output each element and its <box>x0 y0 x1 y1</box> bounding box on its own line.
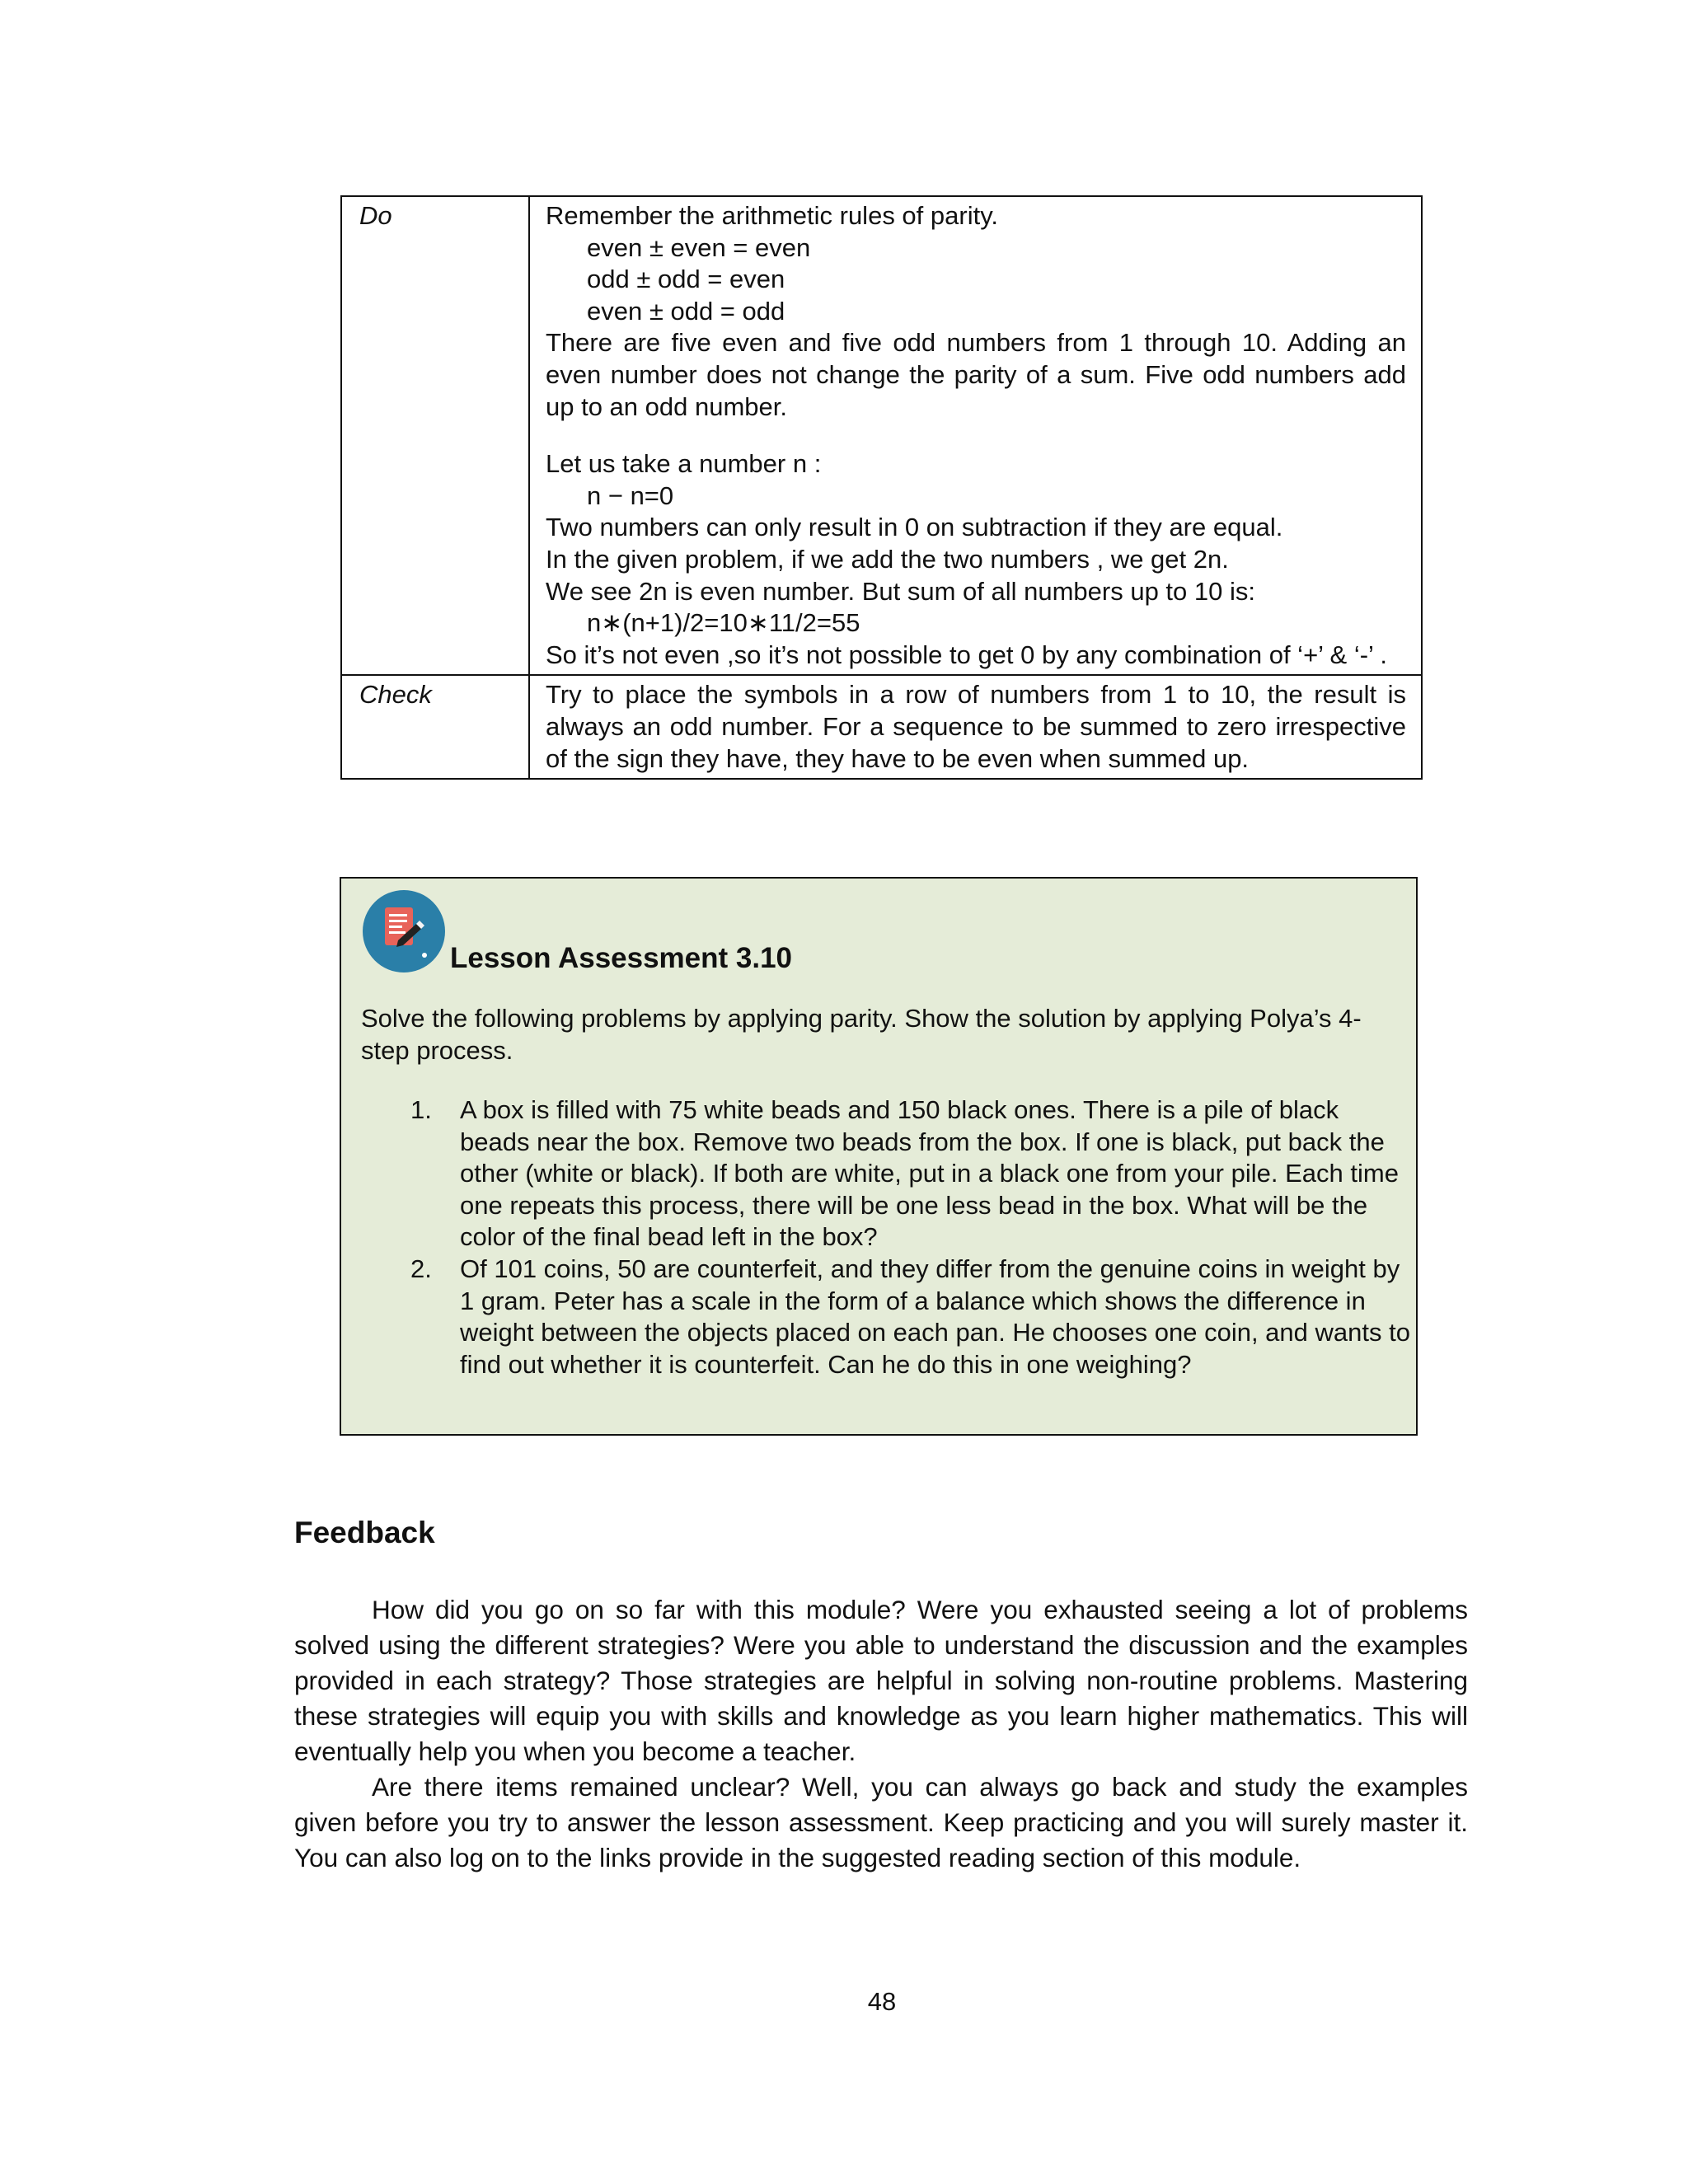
list-item <box>361 1094 1411 1254</box>
polya-table-body <box>341 196 1422 779</box>
feedback-heading: Feedback <box>294 1516 435 1549</box>
item-text: Of 101 coins, 50 are counterfeit, and they differ from the genuine coins in weight by 1 gram. Peter has a scale in the form of a balance which shows the difference in weight between the objects placed on each pan. He chooses one coin, and wants to find out whether it is counterfeit. Can he do this in one weighing? <box>460 1254 1410 1379</box>
step-line: odd ± odd = even <box>587 265 785 294</box>
step-description <box>529 675 1422 779</box>
step-line: In the given problem, if we add the two numbers , we get 2n. <box>546 544 1229 574</box>
table-row <box>341 196 1422 675</box>
step-description <box>529 196 1422 675</box>
lesson-assessment-icon <box>362 889 446 973</box>
lesson-assessment-box <box>340 877 1418 1436</box>
item-number: 2. <box>410 1254 432 1283</box>
step-line: So it’s not even ,so it’s not possible to get 0 by any combination of ‘+’ & ‘-’ . <box>546 640 1387 669</box>
assessment-problem-list <box>361 1094 1411 1380</box>
step-label: Do <box>341 196 529 675</box>
step-line: Two numbers can only result in 0 on subtraction if they are equal. <box>546 513 1283 542</box>
step-line: even ± even = even <box>587 232 811 262</box>
item-number: 1. <box>410 1095 432 1124</box>
feedback-paragraph: How did you go on so far with this module? Were you exhausted seeing a lot of problems solved using the different strategies? Were you able to understand the discussion and the examples provided in each strategy? Those strategies are helpful in solving non-routine problems. Mastering these strategies will equip you with skills and knowledge as you learn higher mathematics. This will eventually help you when you become a teacher. <box>294 1595 1468 1766</box>
step-line: n∗(n+1)/2=10∗11/2=55 <box>587 608 860 638</box>
assessment-title: Lesson Assessment 3.10 <box>450 942 793 974</box>
polya-step-table <box>340 195 1423 780</box>
table-row <box>341 675 1422 779</box>
assessment-instructions: Solve the following problems by applying parity. Show the solution by applying Polya’s 4-step process. <box>361 1004 1362 1065</box>
list-item <box>361 1254 1411 1380</box>
step-line: n − n=0 <box>587 480 674 510</box>
step-line: Remember the arithmetic rules of parity. <box>546 201 999 230</box>
page-number: 48 <box>867 1987 897 2016</box>
step-line: even ± odd = odd <box>587 296 785 326</box>
step-line: Try to place the symbols in a row of numbers from 1 to 10, the result is always an odd number. For a sequence to be summed to zero irrespective of the sign they have, they have to be even when summed up. <box>546 680 1406 773</box>
step-line: Let us take a number n : <box>546 449 822 479</box>
step-label: Check <box>341 675 529 779</box>
feedback-paragraph: Are there items remained unclear? Well, you can always go back and study the examples given before you try to answer the lesson assessment. Keep practicing and you will surely master it. You can also log on to the links provide in the suggested reading section of this module. <box>294 1772 1468 1872</box>
item-text: A box is filled with 75 white beads and 150 black ones. There is a pile of black beads near the box. Remove two beads from the box. If one is black, put back the other (white or black). If both are white, put in a black one from your pile. Each time one repeats this process, there will be one less bead in the box. What will be the color of the final bead left in the box? <box>460 1095 1399 1252</box>
feedback-body <box>294 1592 1468 1876</box>
step-line: We see 2n is even number. But sum of all numbers up to 10 is: <box>546 576 1255 606</box>
step-line: There are five even and five odd numbers from 1 through 10. Adding an even number does not change the parity of a sum. Five odd numbers add up to an odd number. <box>546 328 1406 421</box>
